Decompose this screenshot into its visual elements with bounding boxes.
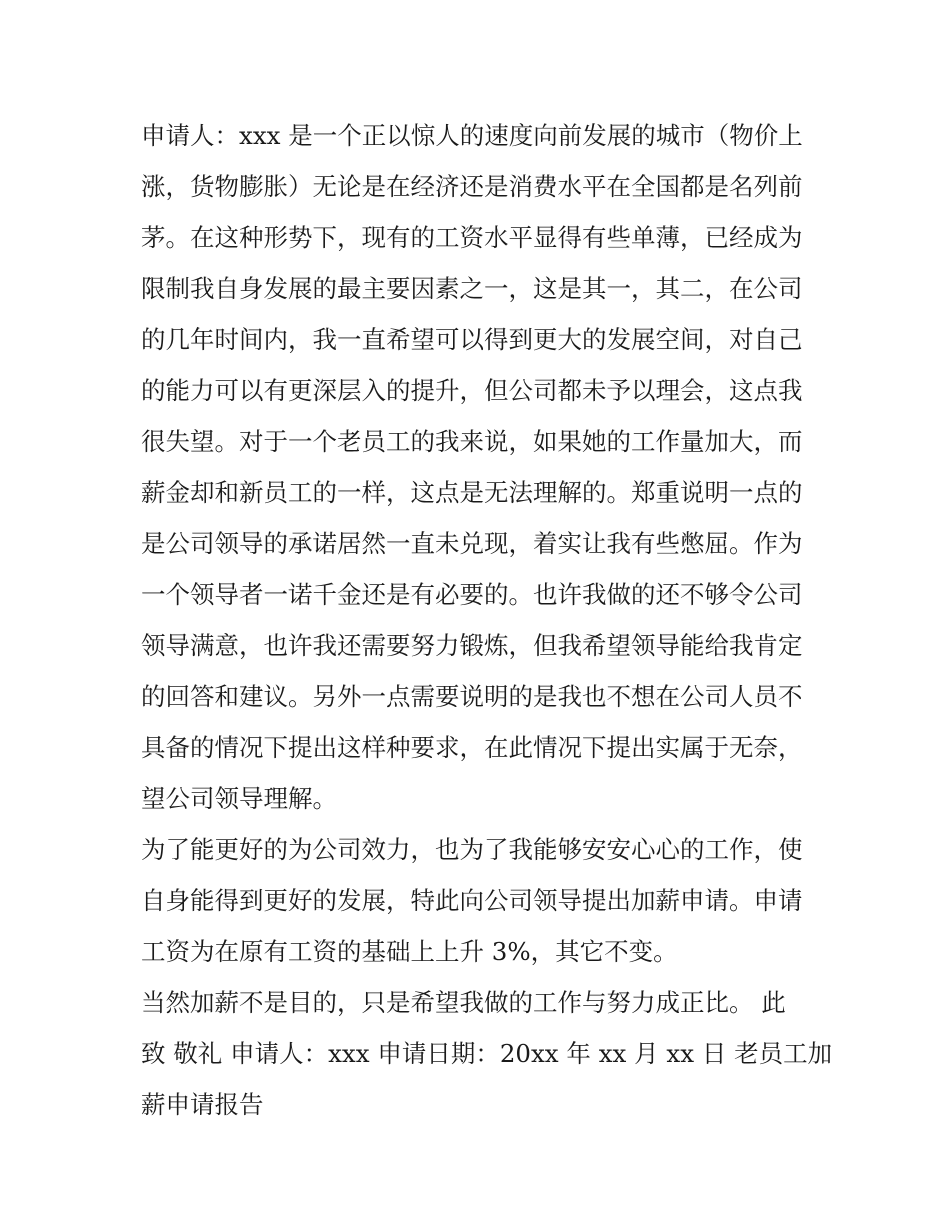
- text-line: 薪申请报告: [141, 1090, 264, 1119]
- paragraph-2: [141, 824, 821, 977]
- text-line: 为了能更好的为公司效力，也为了我能够安安心心的工作，使: [141, 835, 803, 864]
- paragraph-3: [141, 977, 833, 1130]
- text-line: 具备的情况下提出这样种要求，在此情况下提出实属于无奈，: [141, 733, 803, 762]
- text-line: 限制我自身发展的最主要因素之一，这是其一，其二，在公司: [141, 274, 803, 303]
- text-line: 的几年时间内，我一直希望可以得到更大的发展空间，对自己: [141, 325, 803, 354]
- text-line: 薪金却和新员工的一样，这点是无法理解的。郑重说明一点的: [141, 478, 803, 507]
- paragraph-1: [141, 110, 821, 824]
- text-line: 领导满意，也许我还需要努力锻炼，但我希望领导能给我肯定: [141, 631, 803, 660]
- text-line: 茅。在这种形势下，现有的工资水平显得有些单薄，已经成为: [141, 223, 803, 252]
- text-line: 一个领导者一诺千金还是有必要的。也许我做的还不够令公司: [141, 580, 803, 609]
- text-line: 涨，货物膨胀）无论是在经济还是消费水平在全国都是名列前: [141, 172, 803, 201]
- text-line: 望公司领导理解。: [141, 784, 337, 813]
- text-line: 是公司领导的承诺居然一直未兑现，着实让我有些憋屈。作为: [141, 529, 803, 558]
- text-line: 很失望。对于一个老员工的我来说，如果她的工作量加大，而: [141, 427, 803, 456]
- text-line: 的回答和建议。另外一点需要说明的是我也不想在公司人员不: [141, 682, 803, 711]
- text-line: 的能力可以有更深层入的提升，但公司都未予以理会，这点我: [141, 376, 803, 405]
- document-body: [141, 110, 833, 1130]
- text-line: 当然加薪不是目的，只是希望我做的工作与努力成正比。 此: [141, 988, 786, 1017]
- text-line: 工资为在原有工资的基础上上升 3%，其它不变。: [141, 937, 678, 966]
- text-line: 自身能得到更好的发展，特此向公司领导提出加薪申请。申请: [141, 886, 803, 915]
- text-line: 申请人：xxx 是一个正以惊人的速度向前发展的城市（物价上: [141, 121, 803, 150]
- text-line: 致 敬礼 申请人：xxx 申请日期：20xx 年 xx 月 xx 日 老员工加: [141, 1039, 833, 1068]
